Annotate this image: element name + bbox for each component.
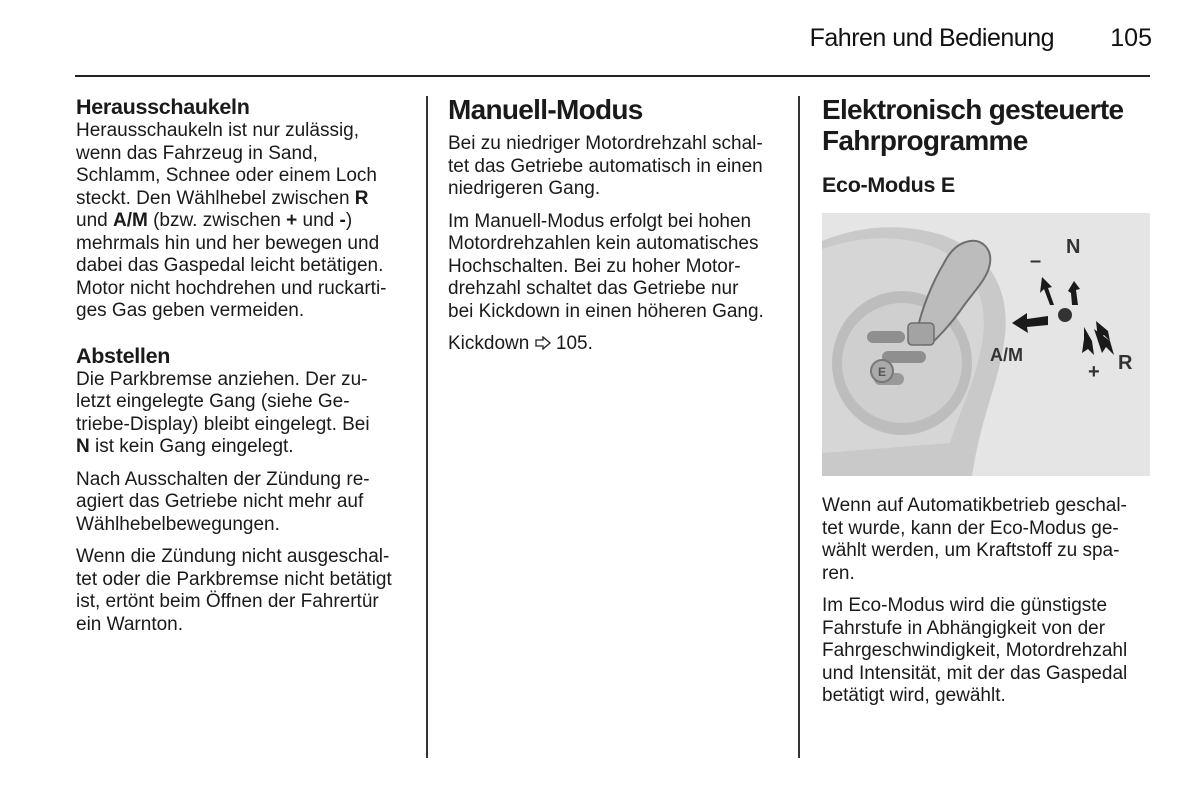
column-divider	[798, 96, 800, 758]
header-rule	[75, 75, 1150, 77]
paragraph: Herausschaukeln ist nur zulässig, wenn das Fahrzeug in Sand, Schlamm, Schnee oder einem Loch steckt. Den Wählhebel zwischen R und A/M (bzw. zwischen + und -) mehrmals hin und her bewegen und dabei das Gaspedal leicht betätigen. Motor nicht hochdrehen und ruckarti- ges Gas geben vermeiden.	[76, 120, 387, 321]
gear-selector-drawing	[822, 213, 1150, 476]
paragraph: Nach Ausschalten der Zündung re- agiert das Getriebe nicht mehr auf Wählhebelbewegungen.	[76, 468, 370, 535]
column-3	[822, 94, 1157, 198]
label-am: A/M	[990, 345, 1023, 365]
column-divider	[426, 96, 428, 758]
paragraph: Die Parkbremse anziehen. Der zu- letzt eingelegte Gang (siehe Ge- triebe-Display) bleibt eingelegt. Bei N ist kein Gang eingelegt.	[76, 368, 370, 457]
label-r: R	[1118, 352, 1133, 374]
section-heading-abstellen: Abstellen	[76, 343, 171, 368]
label-n: N	[1066, 236, 1081, 258]
arrow-down-icon	[1082, 327, 1094, 355]
label-plus: +	[1088, 361, 1100, 383]
column-1	[76, 94, 416, 646]
arrow-minus-icon	[1040, 277, 1054, 305]
section-heading-manuell-modus: Manuell-Modus	[448, 94, 643, 125]
paragraph: Im Eco-Modus wird die günstigste Fahrstufe in Abhängigkeit von der Fahrgeschwindigkeit, Motordrehzahl und Intensität, mit der das Gaspedal betätigt wird, gewählt.	[822, 595, 1128, 706]
page-reference-arrow-icon	[535, 336, 551, 350]
paragraph: Wenn die Zündung nicht ausgeschal- tet oder die Parkbremse nicht betätigt ist, ertönt beim Öffnen der Fahrertür ein Warnton.	[76, 546, 392, 635]
cross-reference[interactable]: Kickdown 105.	[448, 333, 593, 354]
arrow-up-icon	[1068, 281, 1080, 305]
section-heading-fahrprogramme: Elektronisch gesteuerte Fahrprogramme	[822, 94, 1124, 156]
running-header-title: Fahren und Bedienung	[809, 24, 1054, 52]
paragraph: Im Manuell-Modus erfolgt bei hohen Motordrehzahlen kein automatisches Hochschalten. Bei zu hoher Motor- drehzahl schaltet das Getriebe nur bei Kickdown in einen höheren Gang.	[448, 210, 764, 322]
arrow-left-icon	[1012, 313, 1048, 333]
section-heading-eco-modus: Eco-Modus E	[822, 173, 955, 197]
paragraph: Wenn auf Automatikbetrieb geschal- tet wurde, kann der Eco-Modus ge- wählt werden, um Kraftstoff zu spa- ren.	[822, 495, 1127, 584]
column-2	[448, 94, 788, 366]
paragraph: Bei zu niedriger Motordrehzahl schal- tet das Getriebe automatisch in einen niedrigeren Gang.	[448, 133, 763, 199]
section-heading-herausschaukeln: Herausschaukeln	[76, 95, 250, 119]
eco-knob-label: E	[877, 365, 887, 379]
page-number: 105	[1110, 24, 1152, 52]
column-3-body	[822, 495, 1157, 718]
label-minus: –	[1030, 250, 1042, 272]
gear-selector-illustration	[822, 213, 1150, 476]
